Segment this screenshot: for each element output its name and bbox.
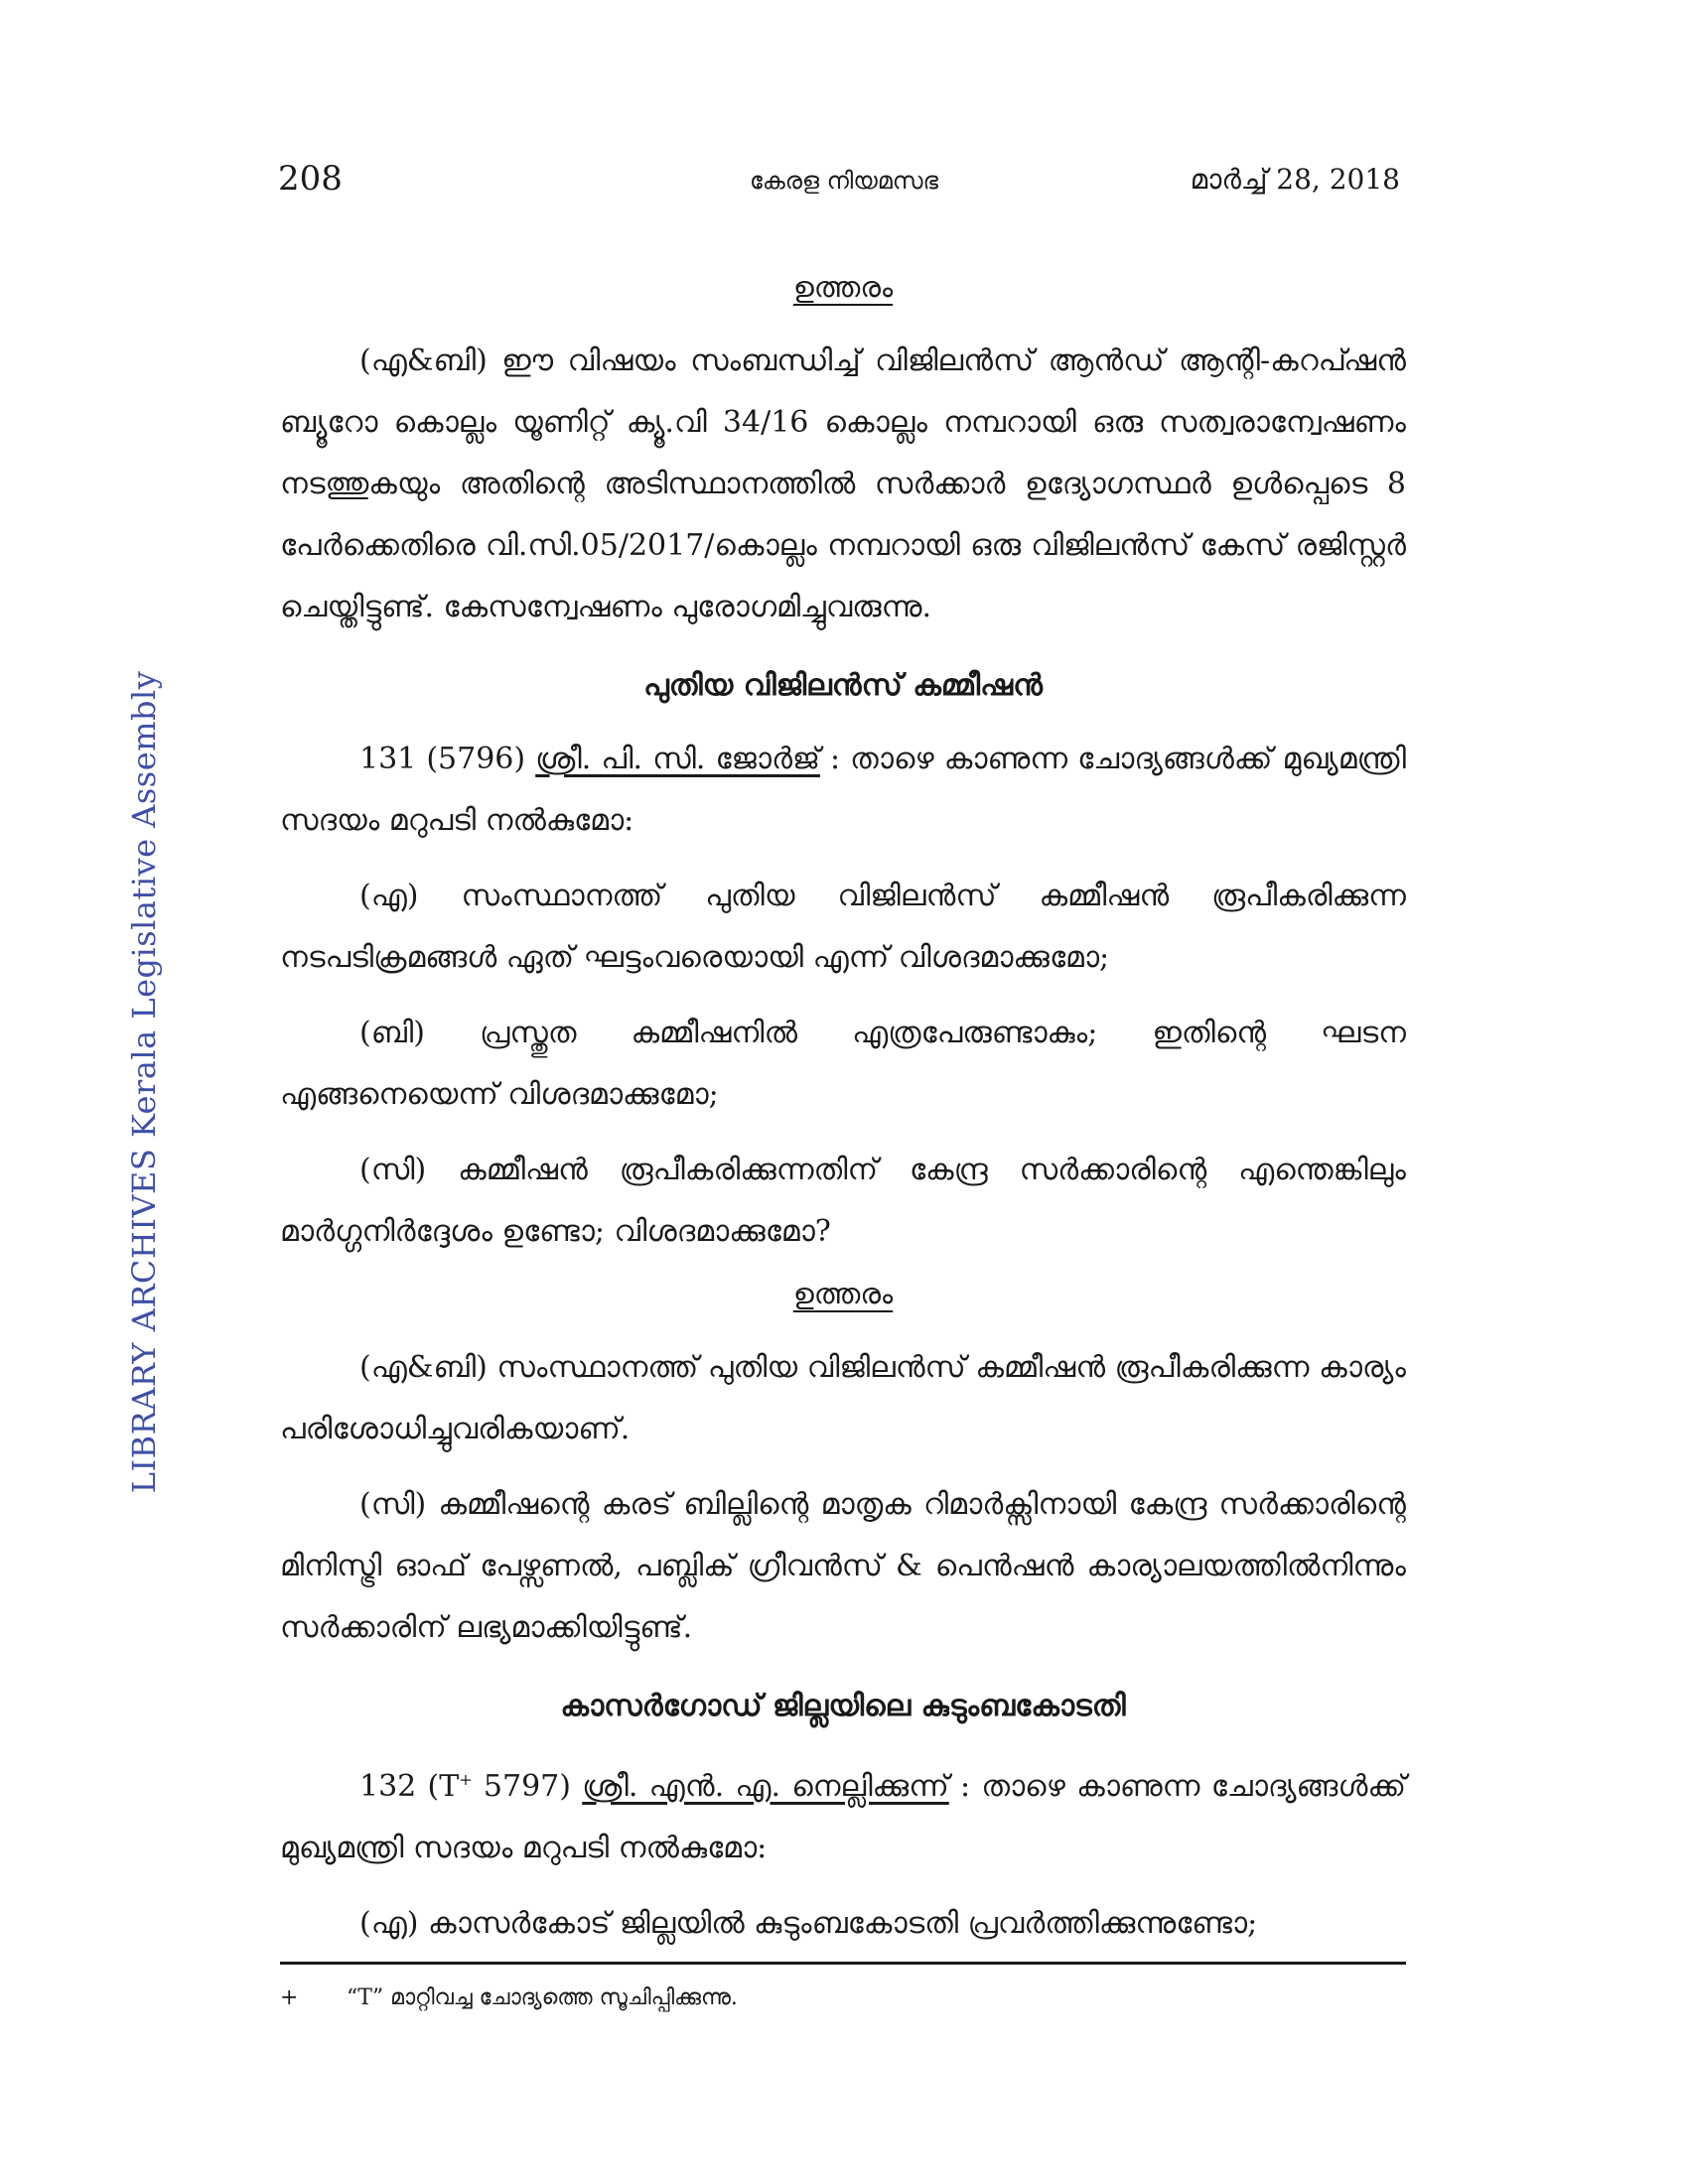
page-number: 208	[278, 159, 343, 199]
footnote-divider	[280, 1962, 1406, 1965]
question-item: (സി) കമ്മീഷൻ രൂപീകരിക്കുന്നതിന് കേന്ദ്ര സർക്കാരിന്റെ എന്തെങ്കിലും മാർഗ്ഗനിർദ്ദേശം ഉണ്ടോ; വിശദമാക്കുമോ?	[280, 1153, 1406, 1249]
question-title: പുതിയ വിജിലൻസ് കമ്മീഷൻ	[643, 668, 1043, 703]
question-title: കാസർഗോഡ് ജില്ലയിലെ കുടുംബകോടതി	[560, 1689, 1126, 1723]
archive-watermark-text: LIBRARY ARCHIVES Kerala Legislative Assembly	[125, 670, 163, 1494]
answer-item: (സി) കമ്മീഷന്റെ കരട് ബില്ലിന്റെ മാതൃക റിമാർക്സിനായി കേന്ദ്ര സർക്കാരിന്റെ മിനിസ്ട്രി ഓഫ് പേഴ്സണൽ, പബ്ലിക് ഗ്രീവൻസ് & പെൻഷൻ കാര്യാലയത്തിൽനിന്നും സർക്കാരിന് ലഭ്യമാക്കിയിട്ടുണ്ട്.	[280, 1487, 1406, 1645]
page-date: മാർച്ച് 28, 2018	[1190, 163, 1400, 196]
question-number: 131 (5796)	[359, 742, 526, 776]
question-intro-text: : താഴെ കാണുന്ന ചോദ്യങ്ങൾക്ക് മുഖ്യമന്ത്രി സദയം മറുപടി നൽകുമോ:	[280, 1769, 1407, 1865]
footnote-text: “T” മാറ്റിവച്ച ചോദ്യത്തെ സൂചിപ്പിക്കുന്നു.	[347, 1985, 738, 2010]
question-intro	[280, 729, 1406, 852]
question-number: 132 (T+ 5797)	[359, 1769, 571, 1804]
page-content	[280, 270, 1406, 1969]
answer-item: (എ&ബി) സംസ്ഥാനത്ത് പുതിയ വിജിലൻസ് കമ്മീഷൻ രൂപീകരിക്കുന്ന കാര്യം പരിശോധിച്ചുവരികയാണ്.	[280, 1350, 1406, 1446]
question-item: (ബി) പ്രസ്തുത കമ്മീഷനിൽ എത്രപേരുണ്ടാകും; ഇതിന്റെ ഘടന എങ്ങനെയെന്ന് വിശദമാക്കുമോ;	[280, 1016, 1406, 1112]
running-title: കേരള നിയമസഭ	[749, 167, 939, 195]
footnote	[280, 1985, 1406, 2010]
answer-heading: ഉത്തരം	[792, 1277, 894, 1310]
question-item: (എ) കാസർകോട് ജില്ലയിൽ കുടുംബകോടതി പ്രവർത്തിക്കുന്നുണ്ടോ;	[359, 1906, 1258, 1941]
footnote-mark: +	[280, 1985, 299, 2010]
member-name: ശ്രീ. എൻ. എ. നെല്ലിക്കുന്ന്	[582, 1769, 949, 1804]
question-item: (എ) സംസ്ഥാനത്ത് പുതിയ വിജിലൻസ് കമ്മീഷൻ രൂപീകരിക്കുന്ന നടപടിക്രമങ്ങൾ ഏത് ഘട്ടംവരെയായി എന്ന് വിശദമാക്കുമോ;	[280, 879, 1406, 975]
question-intro-text: : താഴെ കാണുന്ന ചോദ്യങ്ങൾക്ക് മുഖ്യമന്ത്രി സദയം മറുപടി നൽകുമോ:	[280, 742, 1406, 838]
member-name: ശ്രീ. പി. സി. ജോർജ്	[535, 742, 820, 776]
question-intro	[280, 1749, 1406, 1879]
answer-paragraph: (എ&ബി) ഈ വിഷയം സംബന്ധിച്ച് വിജിലൻസ് ആൻഡ് ആന്റി-കറപ്ഷൻ ബ്യൂറോ കൊല്ലം യൂണിറ്റ് ക്യൂ.വി 34/16 കൊല്ലം നമ്പറായി ഒരു സത്വരാന്വേഷണം നടത്തുകയും അതിന്റെ അടിസ്ഥാനത്തിൽ സർക്കാർ ഉദ്യോഗസ്ഥർ ഉൾപ്പെടെ 8 പേർക്കെതിരെ വി.സി.05/2017/കൊല്ലം നമ്പറായി ഒരു വിജിലൻസ് കേസ് രജിസ്റ്റർ ചെയ്തിട്ടുണ്ട്. കേസന്വേഷണം പുരോഗമിച്ചുവരുന്നു.	[280, 343, 1406, 624]
answer-heading: ഉത്തരം	[792, 270, 894, 304]
